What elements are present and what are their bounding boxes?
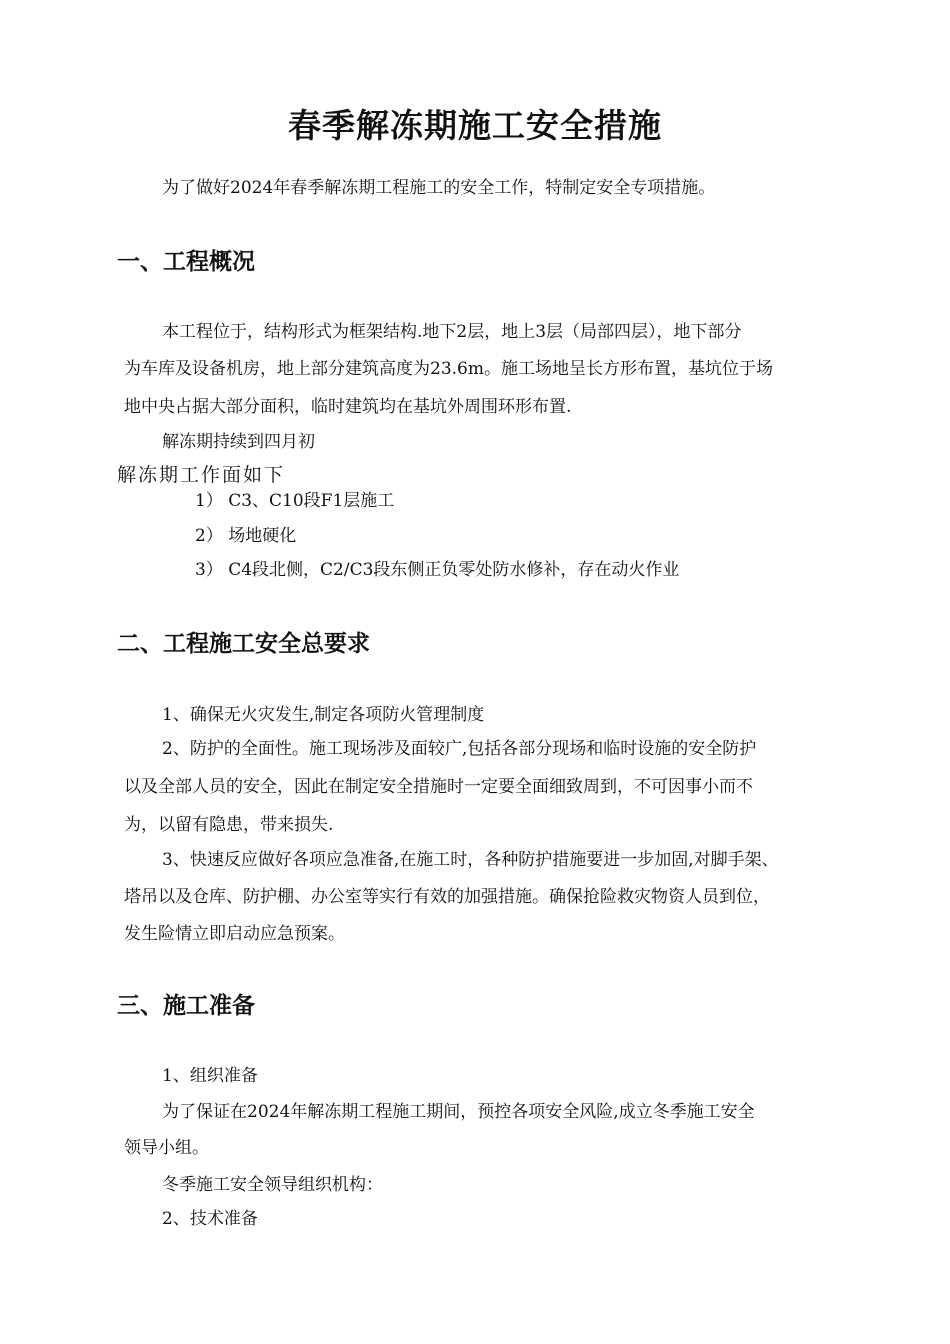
requirement-line-1: 1、确保无火灾发生,制定各项防火管理制度 — [162, 705, 485, 725]
work-item-1: 1） C3、C10段F1层施工 — [195, 491, 395, 511]
section-heading-overview: 一、工程概况 — [117, 249, 255, 275]
preparation-line-2: 为了保证在2024年解冻期工程施工期间，预控各项安全风险,成立冬季施工安全 — [162, 1102, 755, 1122]
requirement-line-4: 为，以留有隐患，带来损失. — [124, 815, 334, 835]
preparation-line-5: 2、技术准备 — [162, 1209, 258, 1229]
requirement-line-5: 3、快速反应做好各项应急准备,在施工时，各种防护措施要进一步加固,对脚手架、 — [162, 850, 779, 870]
overview-line-2: 为车库及设备机房，地上部分建筑高度为23.6m。施工场地呈长方形布置，基坑位于场 — [124, 359, 773, 379]
requirement-line-6: 塔吊以及仓库、防护棚、办公室等实行有效的加强措施。确保抢险救灾物资人员到位， — [124, 887, 770, 907]
intro-paragraph: 为了做好2024年春季解冻期工程施工的安全工作，特制定安全专项措施。 — [162, 178, 716, 198]
work-surface-intro: 解冻期工作面如下 — [117, 464, 286, 486]
requirement-line-7: 发生险情立即启动应急预案。 — [124, 924, 345, 944]
overview-line-3: 地中央占据大部分面积，临时建筑均在基坑外周围环形布置. — [124, 397, 572, 417]
thaw-duration-text: 解冻期持续到四月初 — [162, 432, 315, 452]
overview-line-1: 本工程位于，结构形式为框架结构.地下2层，地上3层（局部四层），地下部分 — [162, 322, 742, 342]
section-heading-requirements: 二、工程施工安全总要求 — [117, 631, 370, 657]
document-title: 春季解冻期施工安全措施 — [288, 106, 662, 145]
requirement-line-3: 以及全部人员的安全，因此在制定安全措施时一定要全面细致周到，不可因事小而不 — [124, 777, 753, 797]
work-item-3: 3） C4段北侧，C2/C3段东侧正负零处防水修补，存在动火作业 — [195, 560, 680, 580]
section-heading-preparation: 三、施工准备 — [117, 993, 255, 1019]
preparation-line-4: 冬季施工安全领导组织机构： — [162, 1175, 383, 1195]
requirement-line-2: 2、防护的全面性。施工现场涉及面较广,包括各部分现场和临时设施的安全防护 — [162, 739, 757, 759]
work-item-2: 2） 场地硬化 — [195, 526, 297, 546]
preparation-line-3: 领导小组。 — [124, 1138, 209, 1158]
preparation-line-1: 1、组织准备 — [162, 1066, 258, 1086]
